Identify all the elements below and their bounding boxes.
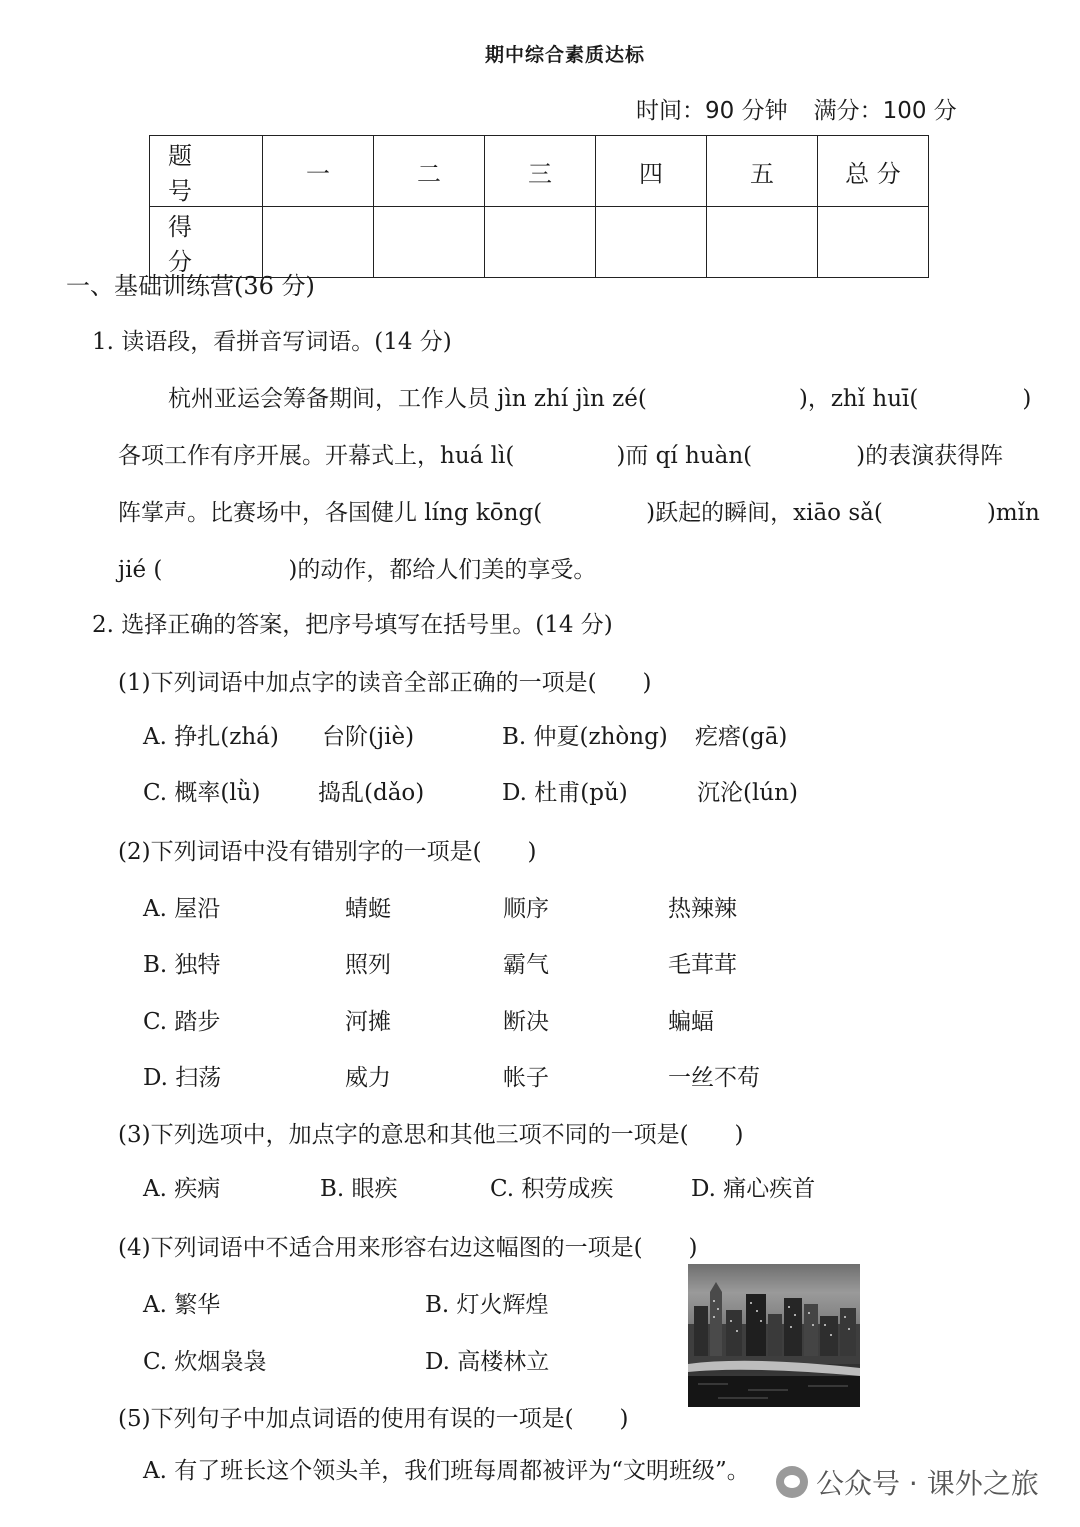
option-c[interactable]: C. 积劳成疾: [490, 1176, 614, 1202]
option-a[interactable]: A. 疾病: [143, 1176, 221, 1202]
q1-line-4: [118, 551, 596, 584]
option-b[interactable]: B. 独特: [143, 952, 221, 978]
q1-text: ): [1022, 386, 1032, 412]
q1-text: )mǐn: [986, 500, 1040, 526]
option-word: 断决: [503, 1009, 549, 1035]
option-word: 霸气: [503, 952, 549, 978]
option-word: 照列: [345, 952, 391, 978]
option-a[interactable]: A. 繁华: [143, 1292, 221, 1318]
exam-meta: [636, 92, 957, 125]
option-word: 帐子: [503, 1065, 549, 1091]
table-cell: 四: [596, 136, 707, 207]
option-c[interactable]: C. 炊烟袅袅: [143, 1349, 267, 1375]
option-d[interactable]: D. 高楼林立: [425, 1349, 550, 1375]
full-score: 满分：100 分: [813, 98, 957, 124]
question-2-title: 2. 选择正确的答案，把序号填写在括号里。(14 分): [92, 612, 613, 638]
option-a[interactable]: A. 有了班长这个领头羊，我们班每周都被评为“文明班级”。: [143, 1458, 750, 1484]
watermark-text: 公众号 · 课外之旅: [816, 1467, 1039, 1500]
option-c-word-2: 捣乱(dǎo): [318, 780, 425, 806]
option-d[interactable]: D. 扫荡: [143, 1065, 222, 1091]
option-word: 威力: [345, 1065, 391, 1091]
table-cell: 得 分: [150, 207, 263, 278]
option-b-word-2: 疙瘩(gā): [695, 724, 788, 750]
q1-text: )而 qí huàn(: [616, 443, 753, 469]
q1-text: )的表演获得阵: [856, 443, 1004, 469]
option-c[interactable]: C. 踏步: [143, 1009, 221, 1035]
table-cell: 三: [485, 136, 596, 207]
score-input-cell[interactable]: [485, 207, 596, 278]
table-cell: 题 号: [150, 136, 263, 207]
section-title: 一、基础训练营(36 分): [66, 272, 315, 300]
option-word: 河摊: [345, 1009, 391, 1035]
option-b[interactable]: B. 眼疾: [320, 1176, 398, 1202]
sub-question-3-stem: (3)下列选项中，加点字的意思和其他三项不同的一项是( ): [118, 1122, 744, 1148]
q1-text: 各项工作有序开展。开幕式上，huá lì(: [118, 443, 515, 469]
q1-text: 杭州亚运会筹备期间，工作人员 jìn zhí jìn zé(: [168, 386, 647, 412]
sub-question-5-stem: (5)下列句子中加点词语的使用有误的一项是( ): [118, 1406, 629, 1432]
city-skyline-image: [688, 1264, 860, 1407]
option-d[interactable]: D. 杜甫(pǔ): [502, 780, 628, 806]
question-1-title: 1. 读语段，看拼音写词语。(14 分): [92, 329, 452, 355]
q1-text: )跃起的瞬间，xiāo sǎ(: [646, 500, 883, 526]
option-a[interactable]: A. 挣扎(zhá): [143, 724, 279, 750]
q1-text: )的动作，都给人们美的享受。: [288, 557, 597, 583]
q1-text: 阵掌声。比赛场中，各国健儿 líng kōng(: [118, 500, 543, 526]
score-input-cell[interactable]: [374, 207, 485, 278]
q1-line-3: [118, 494, 1040, 527]
option-a-word-2: 台阶(jiè): [322, 724, 415, 750]
sub-question-2-stem: (2)下列词语中没有错别字的一项是( ): [118, 839, 537, 865]
option-word: 一丝不苟: [668, 1065, 760, 1091]
q1-line-2: [118, 437, 1003, 470]
option-d-word-2: 沉沦(lún): [697, 780, 798, 806]
sub-question-4-stem: (4)下列词语中不适合用来形容右边这幅图的一项是( ): [118, 1235, 698, 1261]
option-word: 热辣辣: [668, 896, 737, 922]
score-input-cell[interactable]: [707, 207, 818, 278]
score-input-cell[interactable]: [818, 207, 929, 278]
option-b[interactable]: B. 灯火辉煌: [425, 1292, 549, 1318]
option-word: 蜻蜓: [345, 896, 391, 922]
score-table-header-row: [150, 136, 929, 207]
option-word: 毛茸茸: [668, 952, 737, 978]
table-cell: 一: [263, 136, 374, 207]
option-d[interactable]: D. 痛心疾首: [691, 1176, 816, 1202]
time-limit: 时间：90 分钟: [636, 98, 788, 124]
table-cell: 总 分: [818, 136, 929, 207]
exam-title: 期中综合素质达标: [484, 44, 645, 66]
table-cell: 二: [374, 136, 485, 207]
q1-text: jié (: [118, 557, 163, 583]
sub-question-1-stem: (1)下列词语中加点字的读音全部正确的一项是( ): [118, 670, 652, 696]
watermark: [776, 1462, 1039, 1502]
score-input-cell[interactable]: [596, 207, 707, 278]
wechat-icon: [776, 1466, 808, 1498]
option-word: 顺序: [503, 896, 549, 922]
score-table: [149, 135, 929, 278]
option-a[interactable]: A. 屋沿: [143, 896, 221, 922]
option-word: 蝙蝠: [668, 1009, 714, 1035]
q1-line-1: [168, 380, 1031, 413]
option-b[interactable]: B. 仲夏(zhòng): [502, 724, 668, 750]
q1-text: )，zhǐ huī(: [798, 386, 919, 412]
table-cell: 五: [707, 136, 818, 207]
option-c[interactable]: C. 概率(lǜ): [143, 780, 261, 806]
